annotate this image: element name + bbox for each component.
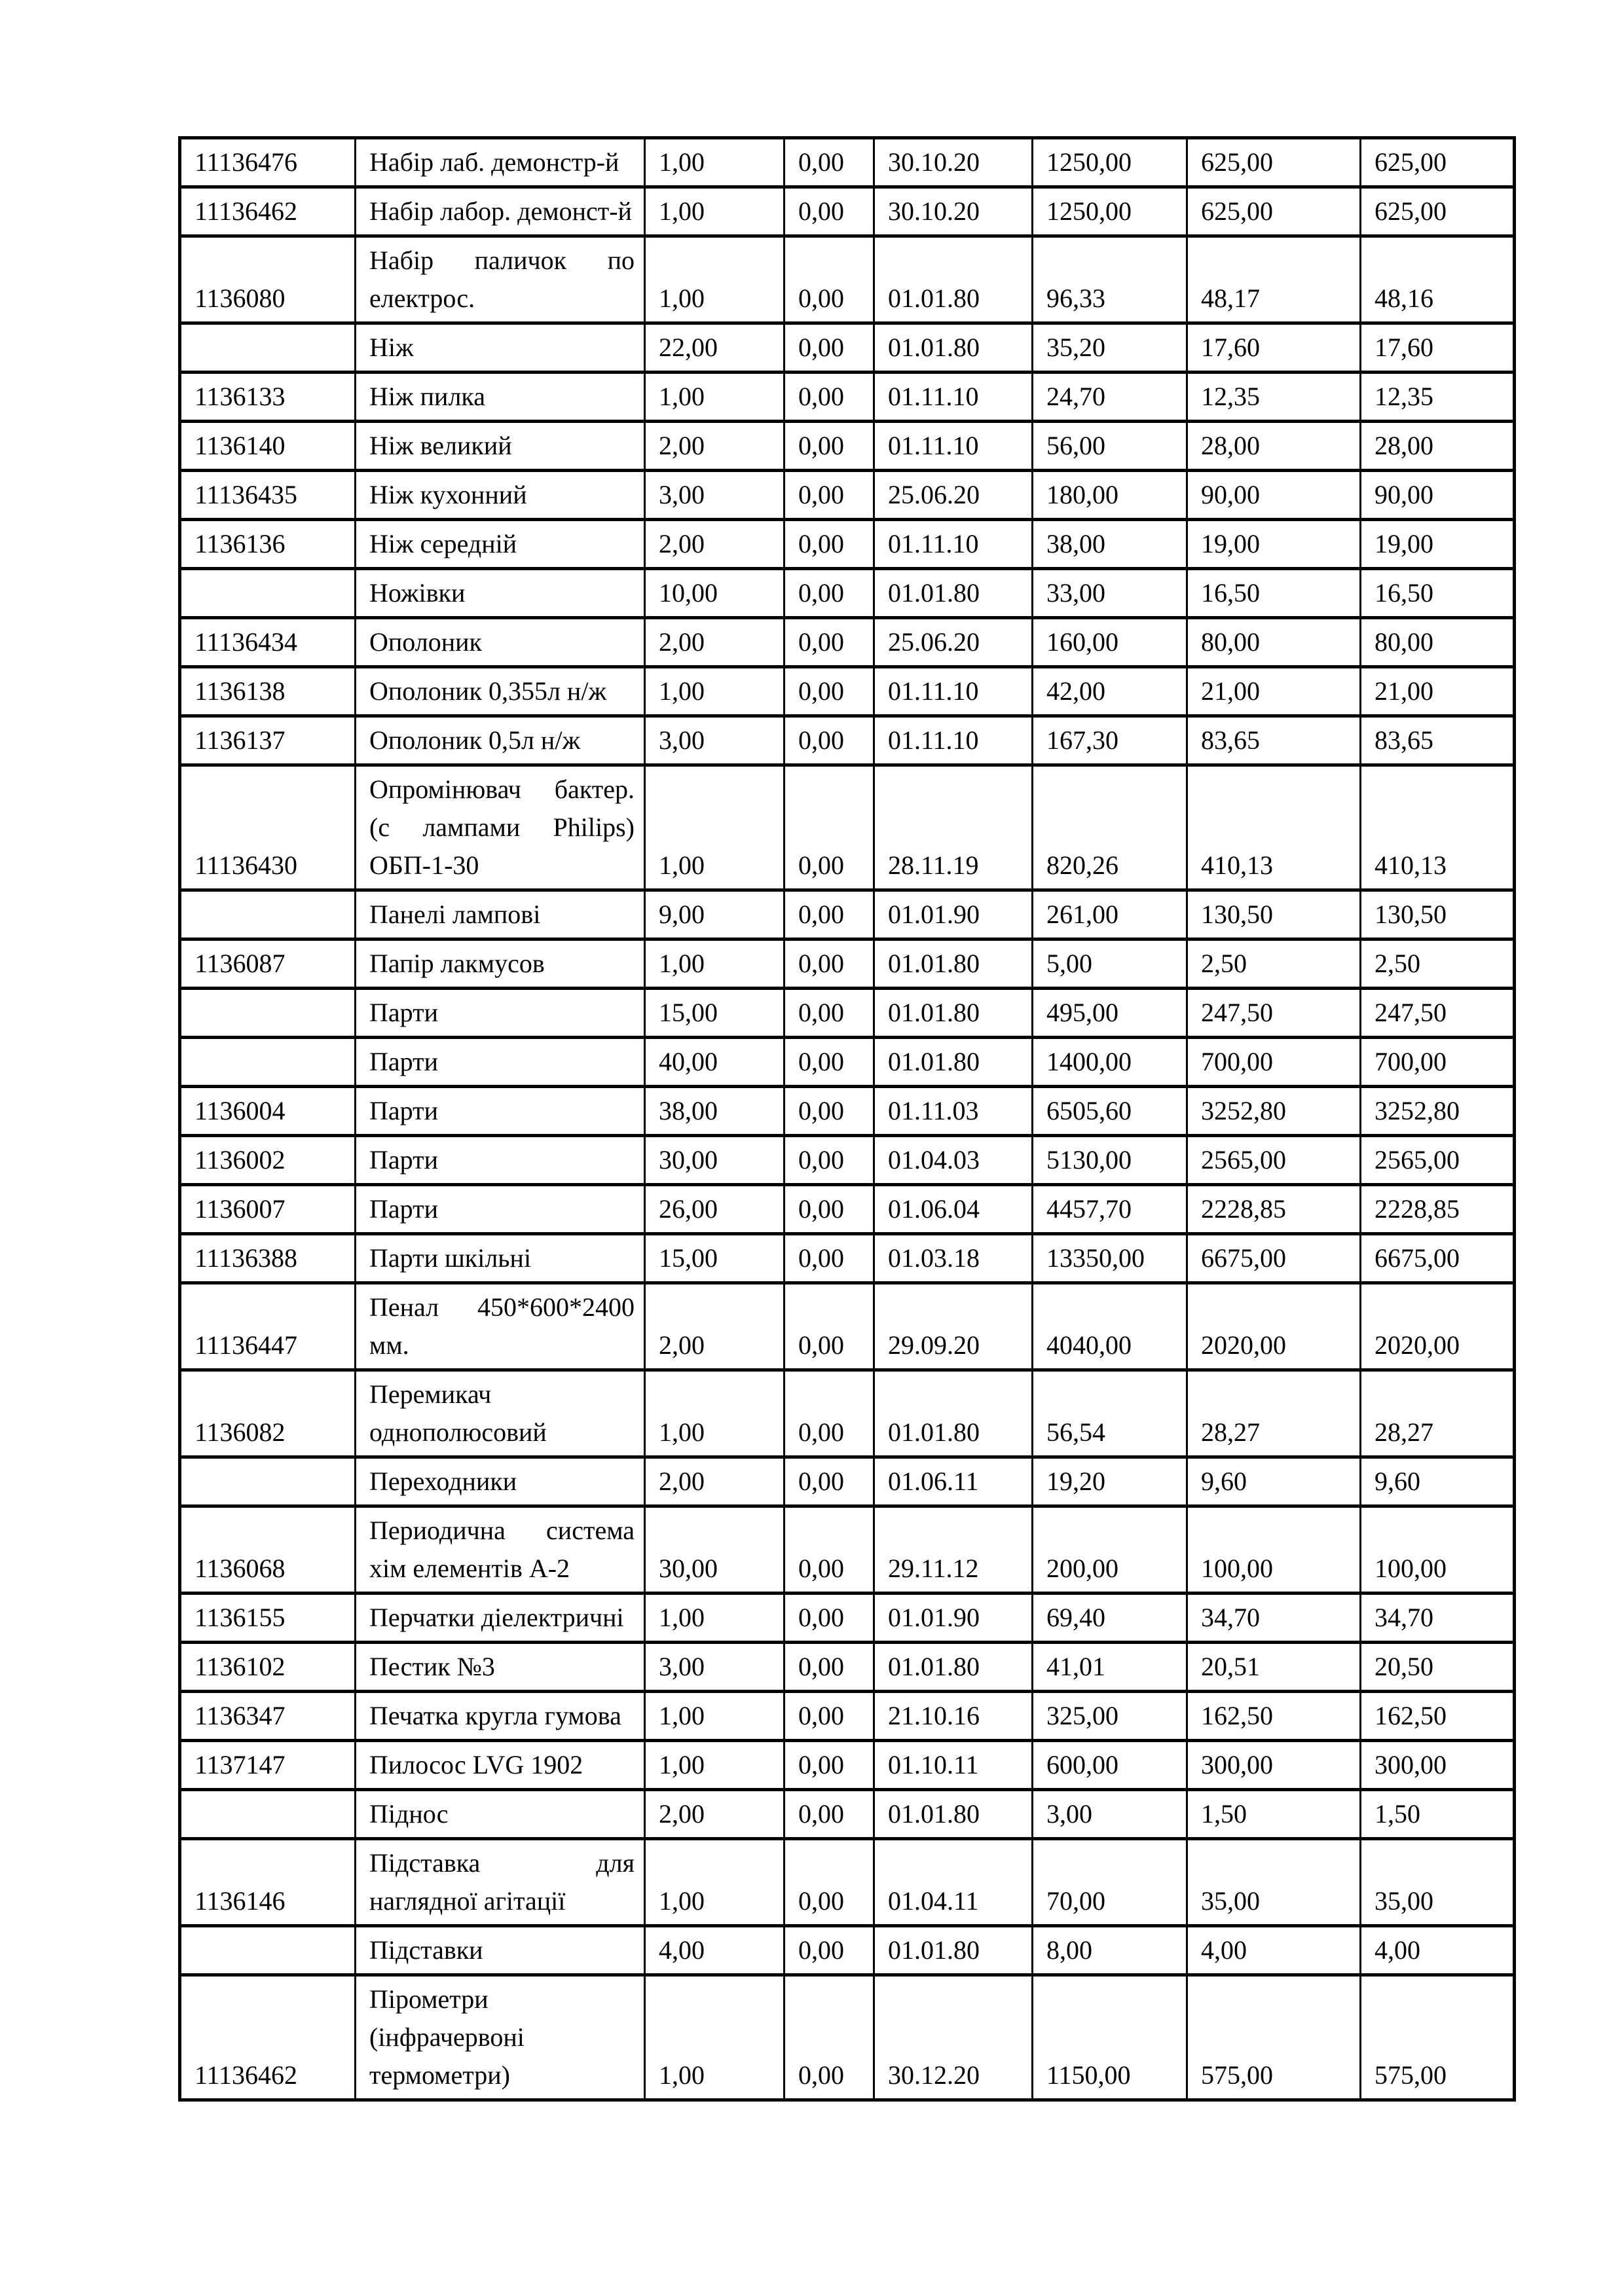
table-row — [180, 618, 1515, 667]
cell-half-value-a: 20,51 — [1187, 1643, 1361, 1692]
cell-inventory-number: 1136082 — [180, 1370, 356, 1457]
cell-half-value-a: 2565,00 — [1187, 1136, 1361, 1185]
cell-date: 01.01.90 — [874, 890, 1033, 939]
cell-total-value: 1400,00 — [1033, 1038, 1187, 1087]
cell-total-value: 180,00 — [1033, 471, 1187, 520]
cell-total-value: 8,00 — [1033, 1926, 1187, 1975]
cell-half-value-a: 17,60 — [1187, 323, 1361, 373]
cell-inventory-number — [180, 890, 356, 939]
cell-half-value-b: 20,50 — [1361, 1643, 1515, 1692]
table-row — [180, 323, 1515, 373]
cell-date: 01.01.80 — [874, 1790, 1033, 1839]
cell-date: 01.11.10 — [874, 716, 1033, 765]
cell-quantity: 38,00 — [645, 1087, 784, 1136]
cell-quantity: 1,00 — [645, 667, 784, 716]
cell-inventory-number: 11136388 — [180, 1234, 356, 1283]
cell-quantity: 1,00 — [645, 138, 784, 187]
cell-inventory-number: 11136430 — [180, 765, 356, 890]
cell-inventory-number: 1136080 — [180, 236, 356, 323]
cell-half-value-a: 625,00 — [1187, 138, 1361, 187]
cell-quantity: 3,00 — [645, 471, 784, 520]
cell-date: 30.10.20 — [874, 187, 1033, 236]
cell-item-name: Ножівки — [356, 569, 645, 618]
cell-half-value-b: 35,00 — [1361, 1839, 1515, 1926]
cell-date: 25.06.20 — [874, 618, 1033, 667]
cell-half-value-b: 34,70 — [1361, 1594, 1515, 1643]
cell-inventory-number: 1136138 — [180, 667, 356, 716]
cell-half-value-a: 4,00 — [1187, 1926, 1361, 1975]
cell-total-value: 5,00 — [1033, 939, 1187, 989]
cell-total-value: 1150,00 — [1033, 1975, 1187, 2100]
cell-total-value: 261,00 — [1033, 890, 1187, 939]
cell-item-name: Ніж великий — [356, 422, 645, 471]
cell-date: 01.11.10 — [874, 422, 1033, 471]
table-row — [180, 716, 1515, 765]
cell-date: 01.04.11 — [874, 1839, 1033, 1926]
cell-zero-value: 0,00 — [784, 989, 874, 1038]
cell-inventory-number: 1136146 — [180, 1839, 356, 1926]
table-row — [180, 1283, 1515, 1370]
cell-zero-value: 0,00 — [784, 1926, 874, 1975]
cell-half-value-a: 34,70 — [1187, 1594, 1361, 1643]
cell-date: 30.12.20 — [874, 1975, 1033, 2100]
cell-total-value: 56,54 — [1033, 1370, 1187, 1457]
table-row — [180, 1038, 1515, 1087]
cell-inventory-number: 11136434 — [180, 618, 356, 667]
cell-inventory-number — [180, 323, 356, 373]
cell-quantity: 1,00 — [645, 939, 784, 989]
cell-inventory-number: 11136447 — [180, 1283, 356, 1370]
cell-zero-value: 0,00 — [784, 373, 874, 422]
cell-zero-value: 0,00 — [784, 1136, 874, 1185]
cell-date: 01.01.80 — [874, 323, 1033, 373]
table-row — [180, 1741, 1515, 1790]
cell-inventory-number: 1136140 — [180, 422, 356, 471]
cell-half-value-a: 48,17 — [1187, 236, 1361, 323]
cell-quantity: 1,00 — [645, 1839, 784, 1926]
cell-zero-value: 0,00 — [784, 716, 874, 765]
cell-zero-value: 0,00 — [784, 890, 874, 939]
cell-inventory-number: 11136435 — [180, 471, 356, 520]
cell-total-value: 41,01 — [1033, 1643, 1187, 1692]
cell-half-value-b: 12,35 — [1361, 373, 1515, 422]
cell-date: 01.11.10 — [874, 520, 1033, 569]
cell-date: 21.10.16 — [874, 1692, 1033, 1741]
cell-zero-value: 0,00 — [784, 667, 874, 716]
cell-half-value-a: 9,60 — [1187, 1457, 1361, 1506]
cell-quantity: 2,00 — [645, 520, 784, 569]
cell-half-value-b: 9,60 — [1361, 1457, 1515, 1506]
cell-zero-value: 0,00 — [784, 1506, 874, 1594]
cell-half-value-b: 130,50 — [1361, 890, 1515, 939]
cell-item-name: Парти — [356, 1185, 645, 1234]
cell-quantity: 15,00 — [645, 989, 784, 1038]
cell-quantity: 3,00 — [645, 1643, 784, 1692]
cell-zero-value: 0,00 — [784, 1457, 874, 1506]
cell-item-name: Парти — [356, 1038, 645, 1087]
table-row — [180, 138, 1515, 187]
table-row — [180, 1594, 1515, 1643]
cell-half-value-a: 1,50 — [1187, 1790, 1361, 1839]
cell-item-name: Перемикач однополюсовий — [356, 1370, 645, 1457]
cell-date: 01.01.80 — [874, 1038, 1033, 1087]
cell-inventory-number — [180, 1457, 356, 1506]
cell-half-value-a: 2228,85 — [1187, 1185, 1361, 1234]
cell-date: 25.06.20 — [874, 471, 1033, 520]
cell-item-name: Ополоник 0,5л н/ж — [356, 716, 645, 765]
cell-date: 01.01.90 — [874, 1594, 1033, 1643]
cell-quantity: 22,00 — [645, 323, 784, 373]
cell-zero-value: 0,00 — [784, 939, 874, 989]
cell-zero-value: 0,00 — [784, 1370, 874, 1457]
cell-item-name: Піднос — [356, 1790, 645, 1839]
cell-zero-value: 0,00 — [784, 1038, 874, 1087]
cell-total-value: 6505,60 — [1033, 1087, 1187, 1136]
cell-inventory-number: 11136462 — [180, 187, 356, 236]
cell-item-name: Парти — [356, 1136, 645, 1185]
cell-half-value-a: 12,35 — [1187, 373, 1361, 422]
table-row — [180, 939, 1515, 989]
cell-total-value: 200,00 — [1033, 1506, 1187, 1594]
cell-zero-value: 0,00 — [784, 1594, 874, 1643]
table-row — [180, 1790, 1515, 1839]
cell-quantity: 1,00 — [645, 236, 784, 323]
cell-total-value: 325,00 — [1033, 1692, 1187, 1741]
cell-half-value-b: 19,00 — [1361, 520, 1515, 569]
cell-zero-value: 0,00 — [784, 1185, 874, 1234]
cell-inventory-number: 1136137 — [180, 716, 356, 765]
cell-date: 01.01.80 — [874, 989, 1033, 1038]
cell-item-name: Набір лаб. демонстр-й — [356, 138, 645, 187]
cell-quantity: 1,00 — [645, 1692, 784, 1741]
cell-date: 01.11.10 — [874, 667, 1033, 716]
cell-half-value-b: 28,27 — [1361, 1370, 1515, 1457]
cell-half-value-a: 410,13 — [1187, 765, 1361, 890]
table-row — [180, 187, 1515, 236]
cell-total-value: 33,00 — [1033, 569, 1187, 618]
cell-total-value: 19,20 — [1033, 1457, 1187, 1506]
cell-item-name: Панелі лампові — [356, 890, 645, 939]
cell-total-value: 600,00 — [1033, 1741, 1187, 1790]
cell-item-name: Ніж — [356, 323, 645, 373]
cell-half-value-a: 6675,00 — [1187, 1234, 1361, 1283]
cell-item-name: Парти шкільні — [356, 1234, 645, 1283]
cell-inventory-number: 1136007 — [180, 1185, 356, 1234]
cell-item-name: Парти — [356, 989, 645, 1038]
cell-total-value: 13350,00 — [1033, 1234, 1187, 1283]
cell-half-value-b: 247,50 — [1361, 989, 1515, 1038]
cell-zero-value: 0,00 — [784, 1643, 874, 1692]
table-row — [180, 1457, 1515, 1506]
cell-total-value: 70,00 — [1033, 1839, 1187, 1926]
table-row — [180, 236, 1515, 323]
cell-zero-value: 0,00 — [784, 422, 874, 471]
table-row — [180, 1926, 1515, 1975]
table-row — [180, 1185, 1515, 1234]
cell-date: 29.11.12 — [874, 1506, 1033, 1594]
cell-zero-value: 0,00 — [784, 1234, 874, 1283]
cell-total-value: 96,33 — [1033, 236, 1187, 323]
cell-item-name: Печатка кругла гумова — [356, 1692, 645, 1741]
table-row — [180, 471, 1515, 520]
cell-half-value-b: 700,00 — [1361, 1038, 1515, 1087]
cell-inventory-number: 1136087 — [180, 939, 356, 989]
cell-half-value-b: 90,00 — [1361, 471, 1515, 520]
cell-item-name: Пилосос LVG 1902 — [356, 1741, 645, 1790]
cell-inventory-number — [180, 1790, 356, 1839]
inventory-table — [178, 136, 1516, 2102]
cell-quantity: 26,00 — [645, 1185, 784, 1234]
cell-item-name: Ніж пилка — [356, 373, 645, 422]
cell-inventory-number: 1136347 — [180, 1692, 356, 1741]
cell-half-value-b: 2,50 — [1361, 939, 1515, 989]
cell-half-value-a: 28,27 — [1187, 1370, 1361, 1457]
cell-inventory-number: 1136102 — [180, 1643, 356, 1692]
cell-item-name: Перчатки діелектричні — [356, 1594, 645, 1643]
table-row — [180, 1087, 1515, 1136]
cell-inventory-number: 1136133 — [180, 373, 356, 422]
cell-half-value-a: 83,65 — [1187, 716, 1361, 765]
cell-date: 28.11.19 — [874, 765, 1033, 890]
cell-inventory-number: 1137147 — [180, 1741, 356, 1790]
cell-zero-value: 0,00 — [784, 323, 874, 373]
cell-item-name: Ополоник 0,355л н/ж — [356, 667, 645, 716]
cell-quantity: 2,00 — [645, 1457, 784, 1506]
cell-quantity: 15,00 — [645, 1234, 784, 1283]
cell-half-value-a: 16,50 — [1187, 569, 1361, 618]
cell-zero-value: 0,00 — [784, 1087, 874, 1136]
cell-inventory-number — [180, 1926, 356, 1975]
cell-half-value-a: 300,00 — [1187, 1741, 1361, 1790]
cell-date: 01.01.80 — [874, 1370, 1033, 1457]
cell-date: 01.01.80 — [874, 1643, 1033, 1692]
cell-total-value: 3,00 — [1033, 1790, 1187, 1839]
cell-half-value-a: 700,00 — [1187, 1038, 1361, 1087]
cell-zero-value: 0,00 — [784, 765, 874, 890]
cell-half-value-b: 625,00 — [1361, 138, 1515, 187]
cell-total-value: 167,30 — [1033, 716, 1187, 765]
cell-half-value-b: 48,16 — [1361, 236, 1515, 323]
cell-quantity: 10,00 — [645, 569, 784, 618]
cell-half-value-b: 4,00 — [1361, 1926, 1515, 1975]
table-row — [180, 1839, 1515, 1926]
cell-half-value-a: 21,00 — [1187, 667, 1361, 716]
cell-item-name: Набір лабор. демонст-й — [356, 187, 645, 236]
cell-item-name: Ополоник — [356, 618, 645, 667]
cell-zero-value: 0,00 — [784, 618, 874, 667]
cell-half-value-b: 2228,85 — [1361, 1185, 1515, 1234]
cell-half-value-a: 19,00 — [1187, 520, 1361, 569]
cell-half-value-a: 162,50 — [1187, 1692, 1361, 1741]
cell-quantity: 3,00 — [645, 716, 784, 765]
cell-date: 01.11.10 — [874, 373, 1033, 422]
cell-date: 01.10.11 — [874, 1741, 1033, 1790]
cell-quantity: 1,00 — [645, 1975, 784, 2100]
table-row — [180, 1234, 1515, 1283]
cell-item-name: Переходники — [356, 1457, 645, 1506]
cell-total-value: 160,00 — [1033, 618, 1187, 667]
cell-quantity: 30,00 — [645, 1506, 784, 1594]
cell-half-value-a: 80,00 — [1187, 618, 1361, 667]
cell-inventory-number: 11136476 — [180, 138, 356, 187]
cell-item-name: Папір лакмусов — [356, 939, 645, 989]
cell-total-value: 4457,70 — [1033, 1185, 1187, 1234]
table-row — [180, 1643, 1515, 1692]
cell-quantity: 2,00 — [645, 422, 784, 471]
cell-inventory-number: 1136068 — [180, 1506, 356, 1594]
cell-half-value-b: 1,50 — [1361, 1790, 1515, 1839]
cell-zero-value: 0,00 — [784, 236, 874, 323]
cell-half-value-a: 625,00 — [1187, 187, 1361, 236]
cell-half-value-a: 247,50 — [1187, 989, 1361, 1038]
cell-quantity: 2,00 — [645, 1283, 784, 1370]
cell-half-value-b: 410,13 — [1361, 765, 1515, 890]
cell-half-value-b: 162,50 — [1361, 1692, 1515, 1741]
cell-inventory-number — [180, 1038, 356, 1087]
cell-inventory-number: 11136462 — [180, 1975, 356, 2100]
cell-zero-value: 0,00 — [784, 187, 874, 236]
cell-item-name: Підставки — [356, 1926, 645, 1975]
table-row — [180, 373, 1515, 422]
cell-inventory-number: 1136136 — [180, 520, 356, 569]
cell-total-value: 35,20 — [1033, 323, 1187, 373]
cell-total-value: 24,70 — [1033, 373, 1187, 422]
cell-item-name: Парти — [356, 1087, 645, 1136]
cell-date: 30.10.20 — [874, 138, 1033, 187]
cell-quantity: 2,00 — [645, 618, 784, 667]
table-row — [180, 520, 1515, 569]
cell-half-value-b: 16,50 — [1361, 569, 1515, 618]
table-row — [180, 422, 1515, 471]
cell-quantity: 1,00 — [645, 1370, 784, 1457]
cell-half-value-b: 6675,00 — [1361, 1234, 1515, 1283]
cell-half-value-a: 575,00 — [1187, 1975, 1361, 2100]
cell-total-value: 69,40 — [1033, 1594, 1187, 1643]
cell-zero-value: 0,00 — [784, 471, 874, 520]
cell-quantity: 1,00 — [645, 373, 784, 422]
cell-quantity: 1,00 — [645, 187, 784, 236]
cell-zero-value: 0,00 — [784, 569, 874, 618]
cell-inventory-number: 1136004 — [180, 1087, 356, 1136]
cell-zero-value: 0,00 — [784, 138, 874, 187]
cell-total-value: 820,26 — [1033, 765, 1187, 890]
cell-half-value-a: 100,00 — [1187, 1506, 1361, 1594]
table-row — [180, 765, 1515, 890]
cell-half-value-b: 3252,80 — [1361, 1087, 1515, 1136]
cell-total-value: 5130,00 — [1033, 1136, 1187, 1185]
cell-date: 01.06.11 — [874, 1457, 1033, 1506]
table-row — [180, 1975, 1515, 2100]
cell-item-name: Набір паличок по електрос. — [356, 236, 645, 323]
cell-item-name: Пенал 450*600*2400 мм. — [356, 1283, 645, 1370]
table-row — [180, 667, 1515, 716]
cell-half-value-b: 100,00 — [1361, 1506, 1515, 1594]
cell-date: 01.01.80 — [874, 1926, 1033, 1975]
table-row — [180, 890, 1515, 939]
cell-half-value-b: 575,00 — [1361, 1975, 1515, 2100]
cell-item-name: Периодична система хім елементів А-2 — [356, 1506, 645, 1594]
cell-half-value-b: 83,65 — [1361, 716, 1515, 765]
cell-total-value: 4040,00 — [1033, 1283, 1187, 1370]
cell-zero-value: 0,00 — [784, 1975, 874, 2100]
cell-half-value-b: 21,00 — [1361, 667, 1515, 716]
cell-inventory-number — [180, 569, 356, 618]
cell-zero-value: 0,00 — [784, 1692, 874, 1741]
cell-quantity: 40,00 — [645, 1038, 784, 1087]
cell-zero-value: 0,00 — [784, 1741, 874, 1790]
table-row — [180, 1692, 1515, 1741]
cell-date: 01.04.03 — [874, 1136, 1033, 1185]
cell-date: 01.01.80 — [874, 236, 1033, 323]
cell-date: 01.01.80 — [874, 939, 1033, 989]
cell-item-name: Підставка для наглядної агітації — [356, 1839, 645, 1926]
cell-item-name: Ніж кухонний — [356, 471, 645, 520]
cell-date: 01.01.80 — [874, 569, 1033, 618]
cell-date: 01.11.03 — [874, 1087, 1033, 1136]
cell-date: 01.06.04 — [874, 1185, 1033, 1234]
table-row — [180, 569, 1515, 618]
cell-inventory-number: 1136155 — [180, 1594, 356, 1643]
cell-quantity: 9,00 — [645, 890, 784, 939]
cell-half-value-b: 300,00 — [1361, 1741, 1515, 1790]
cell-half-value-a: 35,00 — [1187, 1839, 1361, 1926]
cell-item-name: Опромінювач бактер. (с лампами Philips) ОБП-1-30 — [356, 765, 645, 890]
cell-total-value: 1250,00 — [1033, 138, 1187, 187]
inventory-table-body — [180, 138, 1515, 2100]
cell-inventory-number: 1136002 — [180, 1136, 356, 1185]
cell-quantity: 30,00 — [645, 1136, 784, 1185]
cell-half-value-b: 2020,00 — [1361, 1283, 1515, 1370]
cell-total-value: 38,00 — [1033, 520, 1187, 569]
cell-half-value-a: 2,50 — [1187, 939, 1361, 989]
cell-half-value-a: 3252,80 — [1187, 1087, 1361, 1136]
cell-zero-value: 0,00 — [784, 1283, 874, 1370]
cell-half-value-b: 2565,00 — [1361, 1136, 1515, 1185]
cell-zero-value: 0,00 — [784, 520, 874, 569]
cell-half-value-b: 80,00 — [1361, 618, 1515, 667]
cell-half-value-b: 625,00 — [1361, 187, 1515, 236]
cell-half-value-b: 28,00 — [1361, 422, 1515, 471]
cell-total-value: 1250,00 — [1033, 187, 1187, 236]
cell-total-value: 42,00 — [1033, 667, 1187, 716]
cell-zero-value: 0,00 — [784, 1839, 874, 1926]
cell-total-value: 56,00 — [1033, 422, 1187, 471]
cell-inventory-number — [180, 989, 356, 1038]
cell-quantity: 4,00 — [645, 1926, 784, 1975]
cell-half-value-a: 28,00 — [1187, 422, 1361, 471]
cell-half-value-a: 2020,00 — [1187, 1283, 1361, 1370]
cell-half-value-a: 90,00 — [1187, 471, 1361, 520]
cell-date: 29.09.20 — [874, 1283, 1033, 1370]
table-row — [180, 989, 1515, 1038]
cell-total-value: 495,00 — [1033, 989, 1187, 1038]
cell-half-value-b: 17,60 — [1361, 323, 1515, 373]
cell-quantity: 1,00 — [645, 1594, 784, 1643]
cell-zero-value: 0,00 — [784, 1790, 874, 1839]
table-row — [180, 1506, 1515, 1594]
table-row — [180, 1136, 1515, 1185]
cell-quantity: 1,00 — [645, 765, 784, 890]
cell-item-name: Ніж середній — [356, 520, 645, 569]
cell-quantity: 1,00 — [645, 1741, 784, 1790]
table-row — [180, 1370, 1515, 1457]
cell-item-name: Пірометри (інфрачервоні термометри) — [356, 1975, 645, 2100]
cell-item-name: Пестик №3 — [356, 1643, 645, 1692]
cell-date: 01.03.18 — [874, 1234, 1033, 1283]
cell-half-value-a: 130,50 — [1187, 890, 1361, 939]
cell-quantity: 2,00 — [645, 1790, 784, 1839]
